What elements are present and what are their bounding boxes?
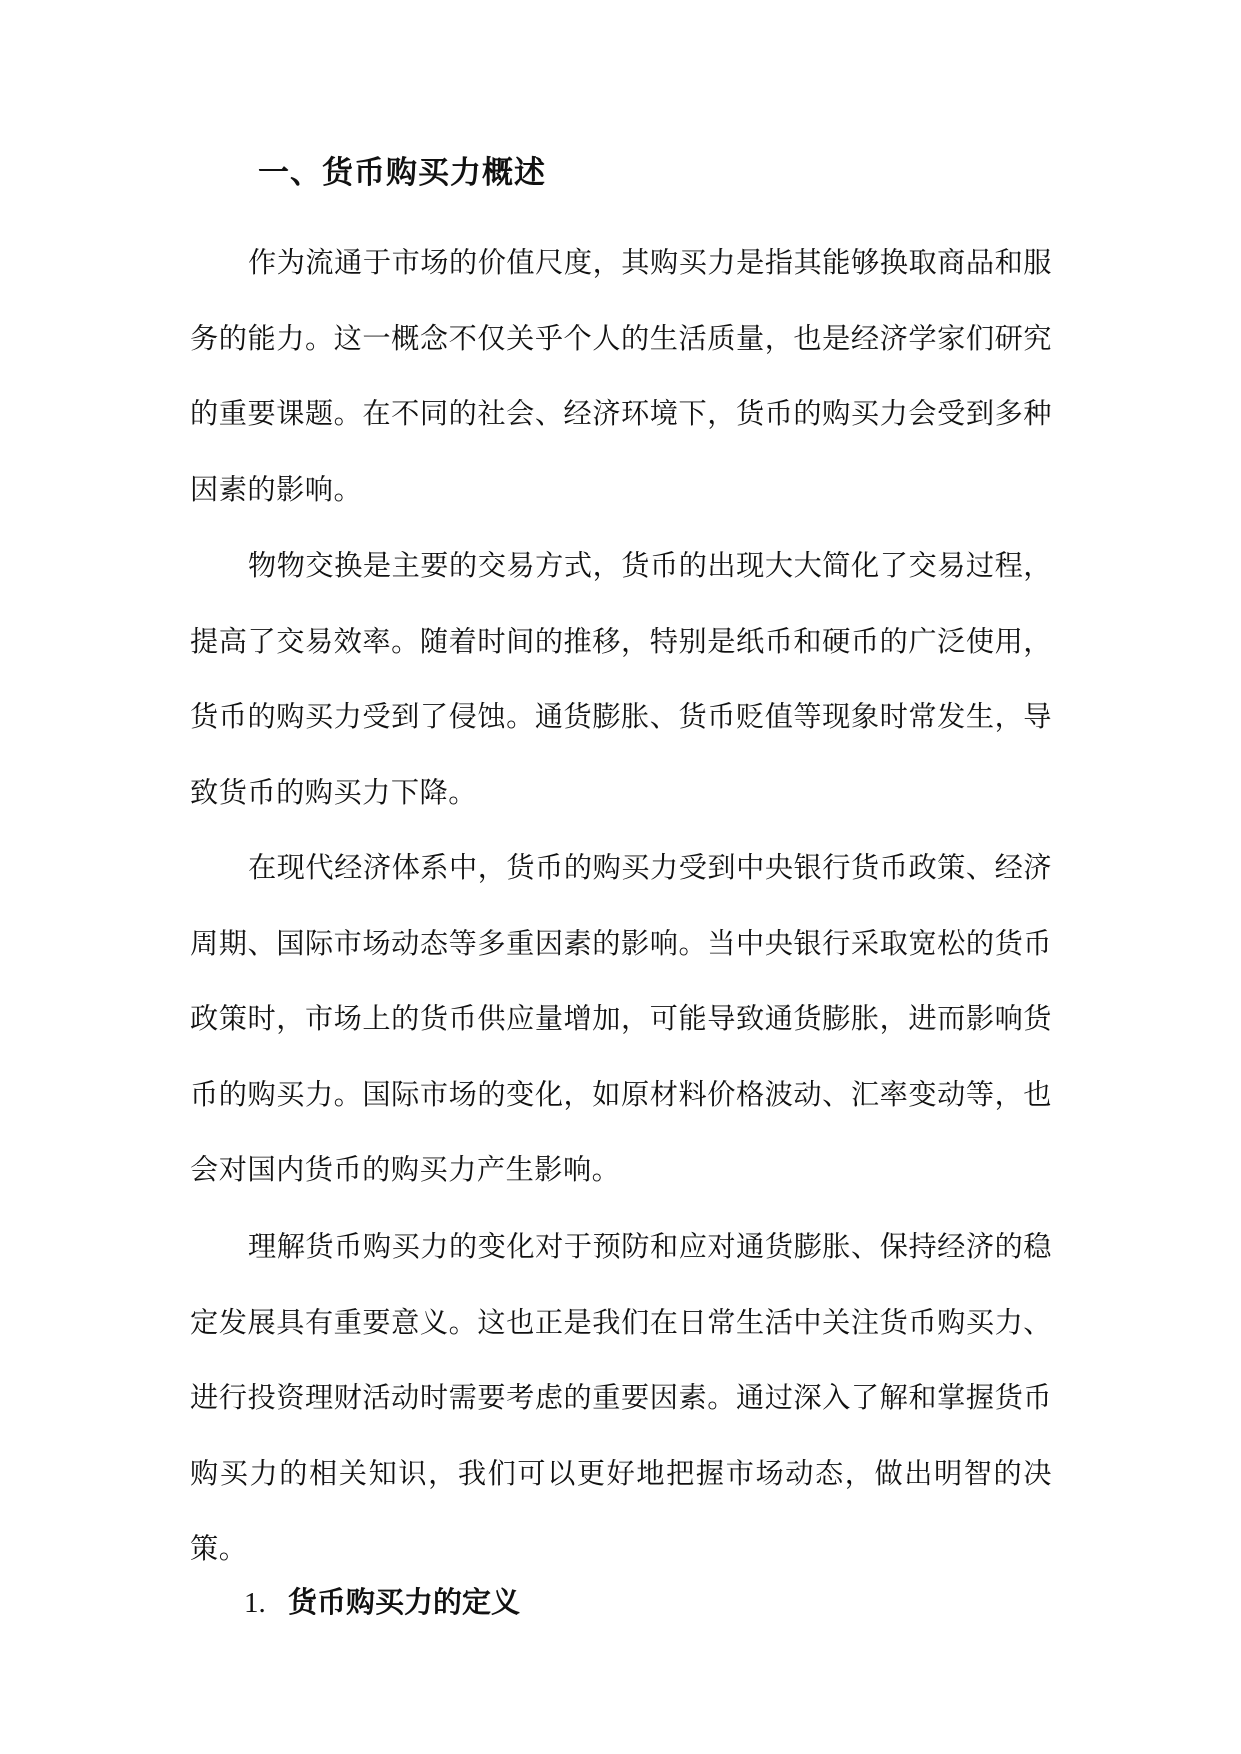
- paragraph: 在现代经济体系中，货币的购买力受到中央银行货币政策、经济周期、国际市场动态等多重因素的影响。当中央银行采取宽松的货币政策时，市场上的货币供应量增加，可能导致通货膨胀，进而影响货币的购买力。国际市场的变化，如原材料价格波动、汇率变动等，也会对国内货币的购买力产生影响。: [190, 851, 1052, 1186]
- section-heading: 一、货币购买力概述: [258, 155, 546, 191]
- subsection-title: 货币购买力的定义: [288, 1585, 521, 1619]
- subsection-number: 1.: [244, 1587, 266, 1619]
- paragraph: 物物交换是主要的交易方式，货币的出现大大简化了交易过程，提高了交易效率。随着时间的推移，特别是纸币和硬币的广泛使用，货币的购买力受到了侵蚀。通货膨胀、货币贬值等现象时常发生，导致货币的购买力下降。: [190, 549, 1052, 809]
- paragraph: 作为流通于市场的价值尺度，其购买力是指其能够换取商品和服务的能力。这一概念不仅关乎个人的生活质量，也是经济学家们研究的重要课题。在不同的社会、经济环境下，货币的购买力会受到多种因素的影响。: [190, 246, 1052, 506]
- paragraph: 理解货币购买力的变化对于预防和应对通货膨胀、保持经济的稳定发展具有重要意义。这也正是我们在日常生活中关注货币购买力、进行投资理财活动时需要考虑的重要因素。通过深入了解和掌握货币购买力的相关知识，我们可以更好地把握市场动态，做出明智的决策。: [190, 1230, 1052, 1565]
- subsection-heading: [244, 1580, 520, 1625]
